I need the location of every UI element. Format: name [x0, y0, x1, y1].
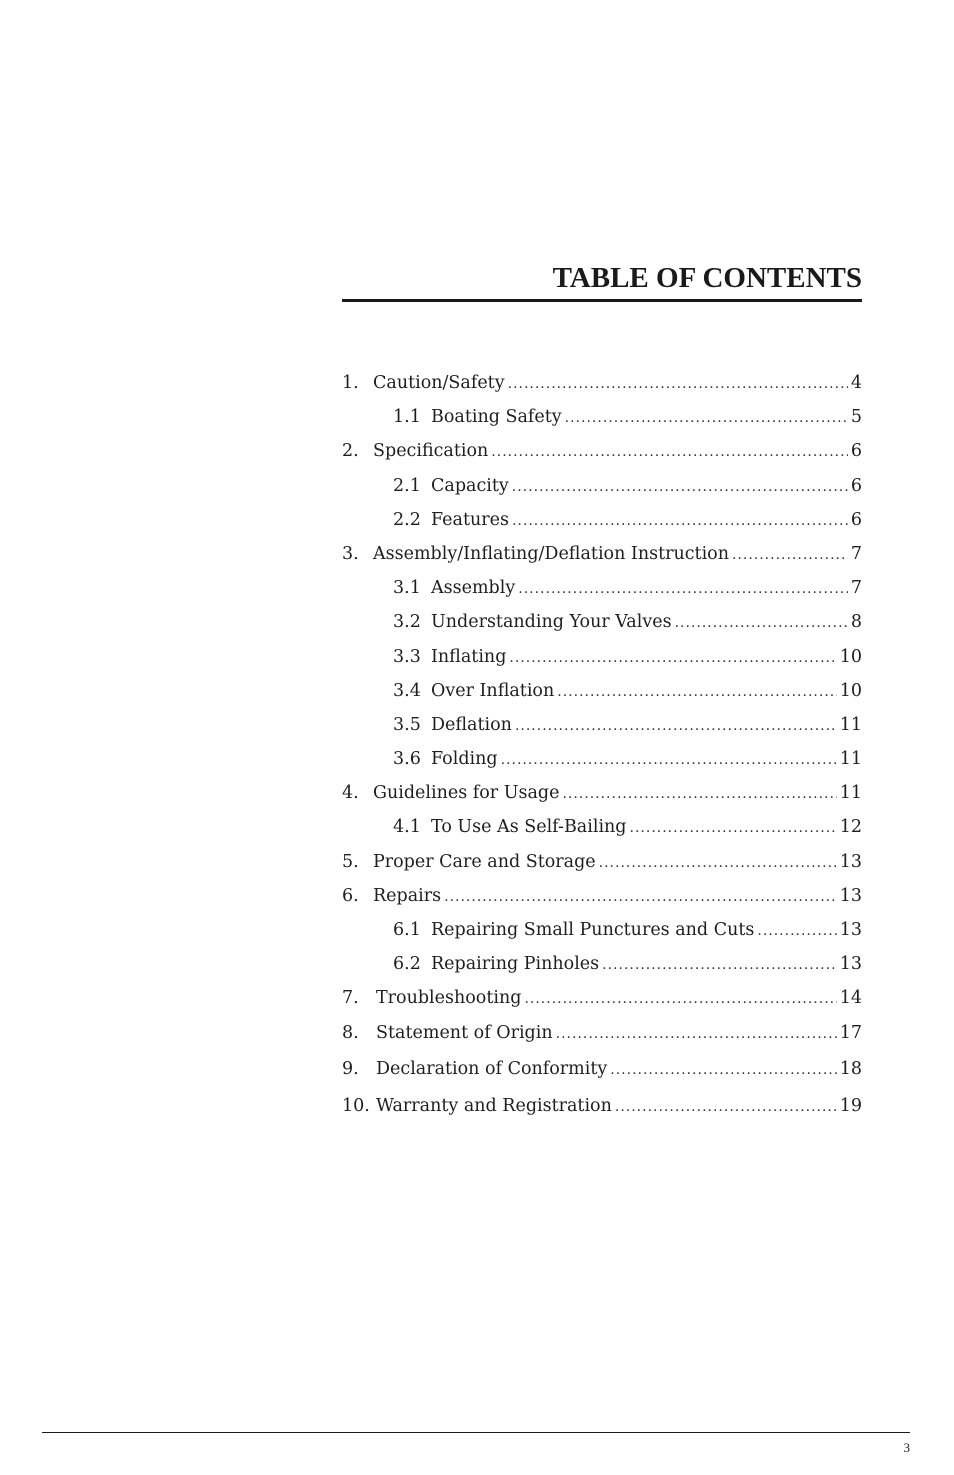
toc-entry-number: 6.2: [393, 954, 421, 975]
toc-entry-page: 13: [839, 885, 862, 906]
toc-entry-number: 10.: [342, 1095, 370, 1116]
toc-entry-page: 5: [850, 407, 862, 428]
title-divider: [342, 299, 862, 302]
toc-entry-label: Folding: [431, 749, 498, 770]
toc-entry-page: 7: [850, 543, 862, 564]
toc-list: [342, 366, 862, 1123]
toc-entry-label: Declaration of Conformity: [376, 1058, 608, 1079]
toc-entry[interactable]: [342, 708, 862, 742]
toc-entry-number: 5.: [342, 851, 359, 872]
toc-entry-label: To Use As Self-Bailing: [431, 817, 627, 838]
toc-entry-page: 14: [839, 988, 862, 1009]
toc-entry-page: 6: [850, 441, 862, 462]
page-number: 3: [903, 1440, 910, 1455]
toc-leader-dots: [524, 982, 836, 1016]
toc-entry-page: 18: [839, 1058, 862, 1079]
toc-leader-dots: [630, 811, 837, 845]
toc-leader-dots: [518, 572, 848, 606]
toc-entry-page: 6: [850, 475, 862, 496]
toc-entry[interactable]: [342, 674, 862, 708]
toc-entry-label: Understanding Your Valves: [431, 612, 672, 633]
toc-leader-dots: [512, 470, 848, 504]
toc-entry[interactable]: [342, 571, 862, 605]
toc-entry-page: 19: [839, 1095, 862, 1116]
toc-entry-number: 3.1: [393, 578, 421, 599]
toc-entry-number: 2.2: [393, 509, 421, 530]
toc-entry[interactable]: [342, 434, 862, 468]
toc-entry-label: Assembly/Inflating/Deflation Instruction: [373, 543, 729, 564]
page-title: TABLE OF CONTENTS: [552, 262, 862, 294]
toc-entry-label: Proper Care and Storage: [373, 851, 596, 872]
toc-entry[interactable]: [342, 742, 862, 776]
toc-entry[interactable]: [342, 366, 862, 400]
toc-entry-label: Caution/Safety: [373, 373, 505, 393]
toc-entry-label: Over Inflation: [431, 680, 555, 701]
toc-entry-label: Repairing Pinholes: [431, 954, 600, 975]
toc-entry-number: 1.: [342, 373, 359, 393]
toc-entry[interactable]: [342, 947, 862, 981]
toc-entry-number: 3.3: [393, 646, 421, 667]
toc-leader-dots: [509, 641, 836, 675]
toc-entry-page: 11: [839, 749, 862, 770]
toc-entry-page: 13: [839, 851, 862, 872]
toc-entry-number: 2.1: [393, 475, 421, 496]
toc-entry[interactable]: [342, 1089, 862, 1123]
toc-entry[interactable]: [342, 503, 862, 537]
toc-entry[interactable]: [342, 537, 862, 571]
toc-entry-page: 4: [850, 373, 862, 393]
toc-entry-label: Specification: [373, 441, 489, 462]
toc-entry-number: 6.1: [393, 920, 421, 940]
toc-entry-label: Troubleshooting: [376, 988, 522, 1009]
toc-entry-number: 2.: [342, 441, 359, 462]
footer-divider: [42, 1432, 910, 1433]
toc-entry[interactable]: [342, 981, 862, 1015]
toc-entry-page: 13: [839, 954, 862, 975]
toc-entry[interactable]: [342, 879, 862, 913]
toc-entry[interactable]: [342, 1052, 862, 1086]
toc-entry-label: Assembly: [431, 578, 516, 599]
toc-entry-page: 11: [839, 783, 862, 804]
toc-entry[interactable]: [342, 1016, 862, 1050]
toc-leader-dots: [757, 914, 836, 948]
toc-entry-label: Warranty and Registration: [376, 1095, 612, 1116]
toc-entry-number: 9.: [342, 1058, 359, 1079]
toc-leader-dots: [732, 538, 848, 572]
toc-entry-page: 17: [839, 1022, 862, 1043]
toc-entry[interactable]: [342, 400, 862, 434]
toc-entry[interactable]: [342, 776, 862, 810]
toc-leader-dots: [602, 948, 837, 982]
toc-entry[interactable]: [342, 605, 862, 639]
toc-leader-dots: [501, 743, 837, 777]
toc-entry[interactable]: [342, 810, 862, 844]
toc-leader-dots: [508, 367, 848, 401]
toc-leader-dots: [562, 777, 836, 811]
toc-entry[interactable]: [342, 845, 862, 879]
toc-leader-dots: [512, 504, 848, 538]
toc-entry-page: 10: [839, 646, 862, 667]
toc-leader-dots: [615, 1090, 837, 1124]
toc-entry-number: 3.4: [393, 680, 421, 701]
toc-entry-label: Repairs: [373, 885, 442, 906]
toc-entry-page: 7: [850, 578, 862, 599]
toc-entry[interactable]: [342, 469, 862, 503]
toc-leader-dots: [675, 606, 848, 640]
toc-entry-label: Inflating: [431, 646, 507, 667]
toc-entry-label: Statement of Origin: [376, 1022, 553, 1043]
toc-entry-label: Guidelines for Usage: [373, 783, 560, 804]
toc-entry-page: 6: [850, 509, 862, 530]
toc-entry-label: Boating Safety: [431, 407, 562, 428]
toc-entry-number: 3.: [342, 543, 359, 564]
toc-entry-number: 6.: [342, 885, 359, 906]
toc-entry-page: 13: [839, 920, 862, 940]
toc-entry[interactable]: [342, 640, 862, 674]
toc-entry-number: 4.: [342, 783, 359, 804]
toc-entry-label: Repairing Small Punctures and Cuts: [431, 920, 755, 940]
toc-entry-page: 11: [839, 714, 862, 735]
toc-entry[interactable]: [342, 913, 862, 947]
toc-entry-label: Deflation: [431, 714, 512, 735]
toc-entry-number: 4.1: [393, 817, 421, 838]
toc-leader-dots: [491, 435, 848, 469]
toc-entry-page: 8: [850, 612, 862, 633]
toc-leader-dots: [444, 880, 837, 914]
toc-leader-dots: [610, 1053, 836, 1087]
toc-entry-page: 10: [839, 680, 862, 701]
toc-leader-dots: [556, 1017, 837, 1051]
toc-entry-number: 1.1: [393, 407, 421, 428]
toc-entry-number: 7.: [342, 988, 359, 1009]
toc-entry-page: 12: [839, 817, 862, 838]
toc-entry-number: 3.5: [393, 714, 421, 735]
toc-leader-dots: [515, 709, 837, 743]
toc-leader-dots: [599, 846, 837, 880]
toc-leader-dots: [557, 675, 836, 709]
toc-entry-label: Features: [431, 509, 509, 530]
toc-leader-dots: [565, 401, 848, 435]
toc-entry-label: Capacity: [431, 475, 509, 496]
toc-entry-number: 8.: [342, 1022, 359, 1043]
toc-entry-number: 3.2: [393, 612, 421, 633]
toc-entry-number: 3.6: [393, 749, 421, 770]
